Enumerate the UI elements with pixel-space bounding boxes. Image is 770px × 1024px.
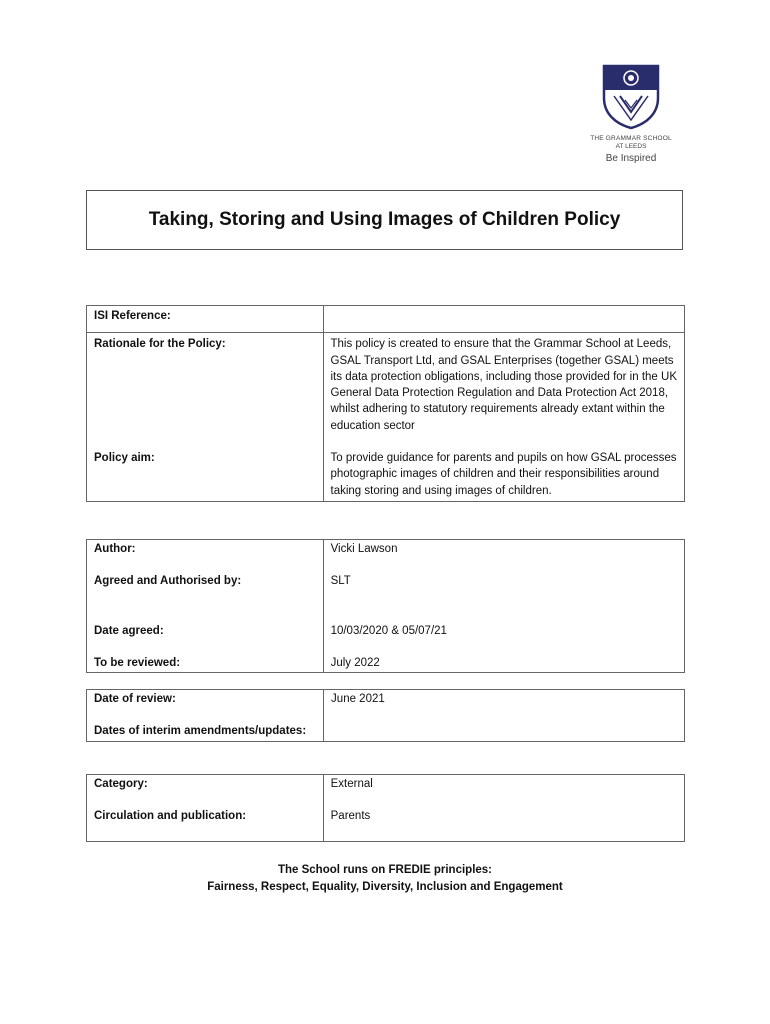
agreed-by-value: SLT xyxy=(323,557,684,589)
author-value: Vicki Lawson xyxy=(323,540,684,558)
category-table xyxy=(86,774,685,842)
logo-line-1: THE GRAMMAR SCHOOL xyxy=(590,135,672,142)
interim-amendments-label: Dates of interim amendments/updates: xyxy=(87,707,324,741)
agreed-by-label: Agreed and Authorised by: xyxy=(87,557,324,589)
rationale-label: Rationale for the Policy: xyxy=(87,333,324,434)
to-be-reviewed-value: July 2022 xyxy=(323,639,684,673)
circulation-label: Circulation and publication: xyxy=(87,792,324,841)
to-be-reviewed-label: To be reviewed: xyxy=(87,639,324,673)
logo-tagline: Be Inspired xyxy=(605,153,657,164)
author-label: Author: xyxy=(87,540,324,558)
date-of-review-label: Date of review: xyxy=(87,690,324,708)
title-box xyxy=(86,190,683,250)
school-logo xyxy=(584,64,678,176)
date-agreed-value: 10/03/2020 & 05/07/21 xyxy=(323,590,684,639)
fredie-principles xyxy=(0,862,770,896)
isi-reference-label: ISI Reference: xyxy=(87,306,324,333)
document-title: Taking, Storing and Using Images of Children Policy xyxy=(148,209,621,230)
category-value: External xyxy=(323,775,684,793)
review-table xyxy=(86,689,685,742)
footer-line-2: Fairness, Respect, Equality, Diversity, Inclusion and Engagement xyxy=(207,881,563,893)
rationale-value: This policy is created to ensure that the Grammar School at Leeds, GSAL Transport Ltd, and GSAL Enterprises (together GSAL) meets its data protection obligations, including those provided for in the UK General Data Protection Regulation and Data Protection Act 2018, whilst adhering to statutory requirements already extant within the education sector xyxy=(323,333,685,434)
circulation-value: Parents xyxy=(323,792,684,841)
isi-reference-value xyxy=(323,306,685,333)
policy-info-table xyxy=(86,305,685,502)
policy-aim-label: Policy aim: xyxy=(87,434,324,501)
interim-amendments-value xyxy=(324,707,685,741)
date-of-review-value: June 2021 xyxy=(324,690,685,708)
logo-line-2: AT LEEDS xyxy=(615,143,647,150)
footer-line-1: The School runs on FREDIE principles: xyxy=(277,864,493,876)
date-agreed-label: Date agreed: xyxy=(87,590,324,639)
policy-aim-value: To provide guidance for parents and pupils on how GSAL processes photographic images of children and their responsibilities around taking storing and using images of children. xyxy=(323,434,685,501)
school-crest-icon xyxy=(602,64,660,130)
authorisation-table xyxy=(86,539,685,673)
category-label: Category: xyxy=(87,775,324,793)
